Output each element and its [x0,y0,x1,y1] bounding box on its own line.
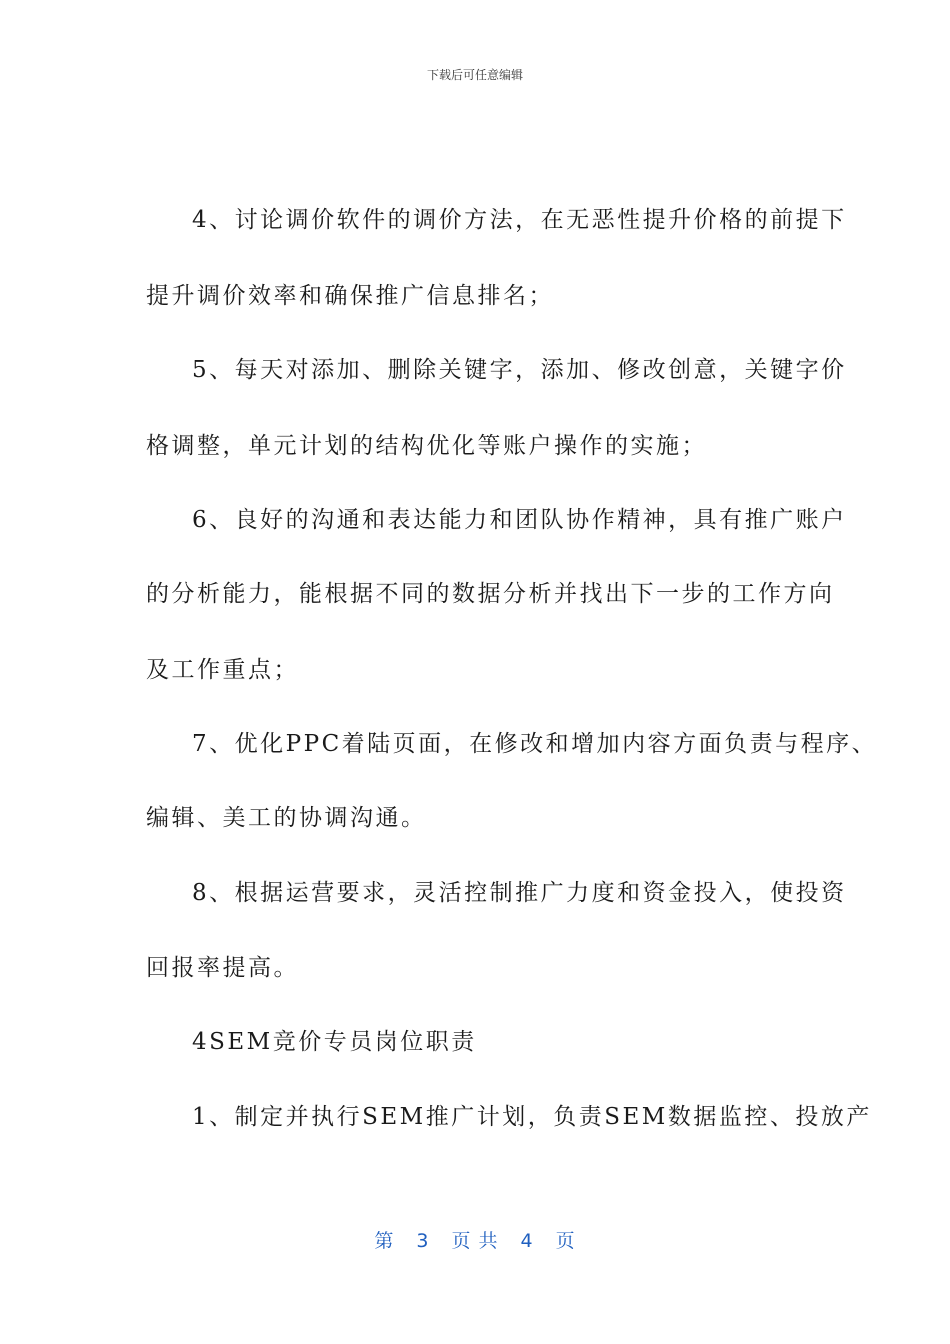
paragraph-line: 1、制定并执行SEM推广计划，负责SEM数据监控、投放产 [192,1104,872,1130]
paragraph-line: 的分析能力，能根据不同的数据分析并找出下一步的工作方向 [146,581,835,607]
footer-prefix: 第 [374,1230,395,1252]
footer-suffix: 页 [555,1230,576,1252]
paragraph-line: 提升调价效率和确保推广信息排名； [146,283,554,309]
footer-total-pages: 4 [520,1230,534,1252]
paragraph-line: 7、优化PPC着陆页面，在修改和增加内容方面负责与程序、 [192,731,878,757]
page-number-footer [0,1226,950,1253]
paragraph-line: 格调整，单元计划的结构优化等账户操作的实施； [146,433,707,459]
footer-middle: 页 共 [451,1230,499,1252]
paragraph-line: 编辑、美工的协调沟通。 [146,805,427,831]
paragraph-line: 5、每天对添加、删除关键字，添加、修改创意，关键字价 [192,357,847,383]
paragraph-line: 回报率提高。 [146,955,299,981]
paragraph-line: 8、根据运营要求，灵活控制推广力度和资金投入，使投资 [192,880,847,906]
paragraph-line: 4、讨论调价软件的调价方法，在无恶性提升价格的前提下 [192,207,847,233]
section-heading: 4SEM竞价专员岗位职责 [192,1029,477,1055]
page-header-note: 下载后可任意编辑 [426,68,523,82]
footer-current-page: 3 [416,1230,430,1252]
paragraph-line: 及工作重点； [146,657,299,683]
paragraph-line: 6、良好的沟通和表达能力和团队协作精神，具有推广账户 [192,507,847,533]
